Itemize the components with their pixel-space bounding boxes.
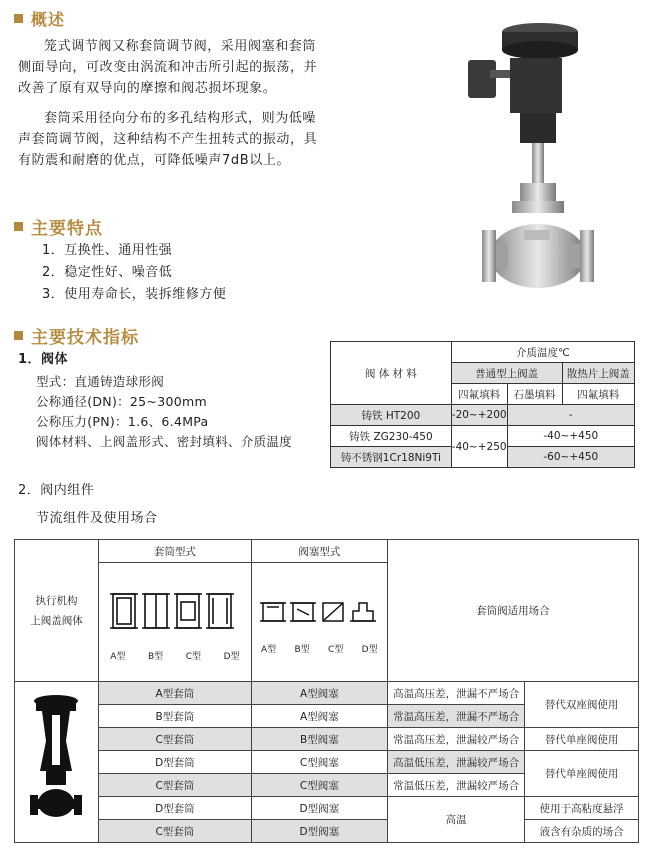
table-cell: -20~+200	[451, 405, 507, 426]
sleeve-type-diagram	[105, 582, 245, 652]
table-cell: 铸铁 ZG230-450	[331, 426, 452, 447]
table-cell: D型套筒	[98, 797, 251, 820]
header-actuator: 执行机构 上阀盖阀体	[15, 540, 99, 682]
table-cell: 高温低压差，泄漏较严场合	[387, 751, 525, 774]
usage-cell: 替代单座阀使用	[525, 751, 639, 797]
usage-cell: 替代单座阀使用	[525, 728, 639, 751]
table-cell: 常温低压差，泄漏较严场合	[387, 774, 525, 797]
bullet-square-icon	[14, 222, 23, 231]
header-sleeve-type: 套筒型式	[98, 540, 251, 563]
overview-paragraph-2: 套筒采用径向分布的多孔结构形式，则为低噪 声套筒调节阀，这种结构不产生扭转式的振动，具 有防震和耐磨的优点，可降低噪声7dB以上。	[18, 111, 318, 168]
header-standard-bonnet: 普通型上阀盖	[451, 363, 562, 384]
table-cell: C型阀塞	[251, 774, 387, 797]
table-cell: A型套筒	[98, 682, 251, 705]
features-title: 主要特点	[31, 219, 103, 239]
trim-application-table	[14, 539, 639, 843]
table-cell: D型套筒	[98, 751, 251, 774]
trim-subtitle: 节流组件及使用场合	[36, 511, 158, 526]
table-cell: -40~+250	[451, 426, 507, 468]
specs-heading	[14, 323, 139, 348]
table-cell: C型套筒	[98, 774, 251, 797]
table-cell: -60~+450	[507, 447, 634, 468]
usage-cell: 液含有杂质的场合	[525, 820, 639, 843]
table-cell: 高温高压差，泄漏不严场合	[387, 682, 525, 705]
sleeve-diagrams: A型 B型 C型 D型	[98, 563, 251, 682]
header-temperature: 介质温度℃	[451, 342, 634, 363]
header-ptfe: 四氟填料	[451, 384, 507, 405]
table-cell: -40~+450	[507, 426, 634, 447]
bullet-square-icon	[14, 14, 23, 23]
table-cell: D型阀塞	[251, 820, 387, 843]
header-application: 套筒阀适用场合	[387, 540, 638, 682]
table-cell: D型阀塞	[251, 797, 387, 820]
table-cell: 高温	[387, 797, 525, 843]
features-list	[42, 240, 226, 306]
list-item: 2．稳定性好、噪音低	[42, 265, 173, 280]
list-item: 1．互换性、通用性强	[42, 243, 173, 258]
table-cell: C型套筒	[98, 820, 251, 843]
table-cell: 铸铁 HT200	[331, 405, 452, 426]
table-cell: B型阀塞	[251, 728, 387, 751]
actuator-valve-image	[26, 691, 86, 831]
table-cell: 常温高压差，泄漏不严场合	[387, 705, 525, 728]
header-plug-type: 阀塞型式	[251, 540, 387, 563]
actuator-image-cell	[15, 682, 99, 843]
overview-title: 概述	[31, 10, 66, 29]
table-cell: A型阀塞	[251, 705, 387, 728]
overview-paragraph-1: 笼式调节阀又称套筒调节阀，采用阀塞和套筒 侧面导向，可改变由涡流和冲击所引起的振荡，并 改善了原有双导向的摩擦和阀芯损坏现象。	[18, 39, 318, 96]
table-cell: 常温高压差，泄漏较严场合	[387, 728, 525, 751]
header-material: 阀 体 材 料	[331, 342, 452, 405]
plug-type-diagram	[257, 589, 382, 639]
plug-diagrams: A型 B型 C型 D型	[251, 563, 387, 682]
header-graphite: 石墨填料	[507, 384, 562, 405]
bullet-square-icon	[14, 331, 23, 340]
section-trim: 2．阀内组件	[18, 483, 95, 498]
overview-heading	[14, 7, 65, 30]
usage-cell: 使用于高粘度悬浮	[525, 797, 639, 820]
valve-body-specs: 型式：直通铸造球形阀 公称通径(DN)：25~300mm 公称压力(PN)：1.6、6.4MPa 阀体材料、上阀盖形式、密封填料、介质温度	[36, 374, 293, 449]
header-finned-bonnet: 散热片上阀盖	[562, 363, 635, 384]
list-item: 3．使用寿命长，装拆维修方便	[42, 287, 227, 302]
header-ptfe: 四氟填料	[562, 384, 635, 405]
usage-cell: 替代双座阀使用	[525, 682, 639, 728]
features-heading	[14, 214, 103, 239]
table-cell: -	[507, 405, 634, 426]
table-cell: C型阀塞	[251, 751, 387, 774]
temperature-table	[330, 341, 635, 468]
section-valve-body: 1．阀体	[18, 352, 69, 367]
table-cell: C型套筒	[98, 728, 251, 751]
table-cell: 铸不锈钢1Cr18Ni9Ti	[331, 447, 452, 468]
table-cell: A型阀塞	[251, 682, 387, 705]
specs-title: 主要技术指标	[31, 328, 139, 348]
valve-product-image	[462, 18, 612, 288]
table-cell: B型套筒	[98, 705, 251, 728]
